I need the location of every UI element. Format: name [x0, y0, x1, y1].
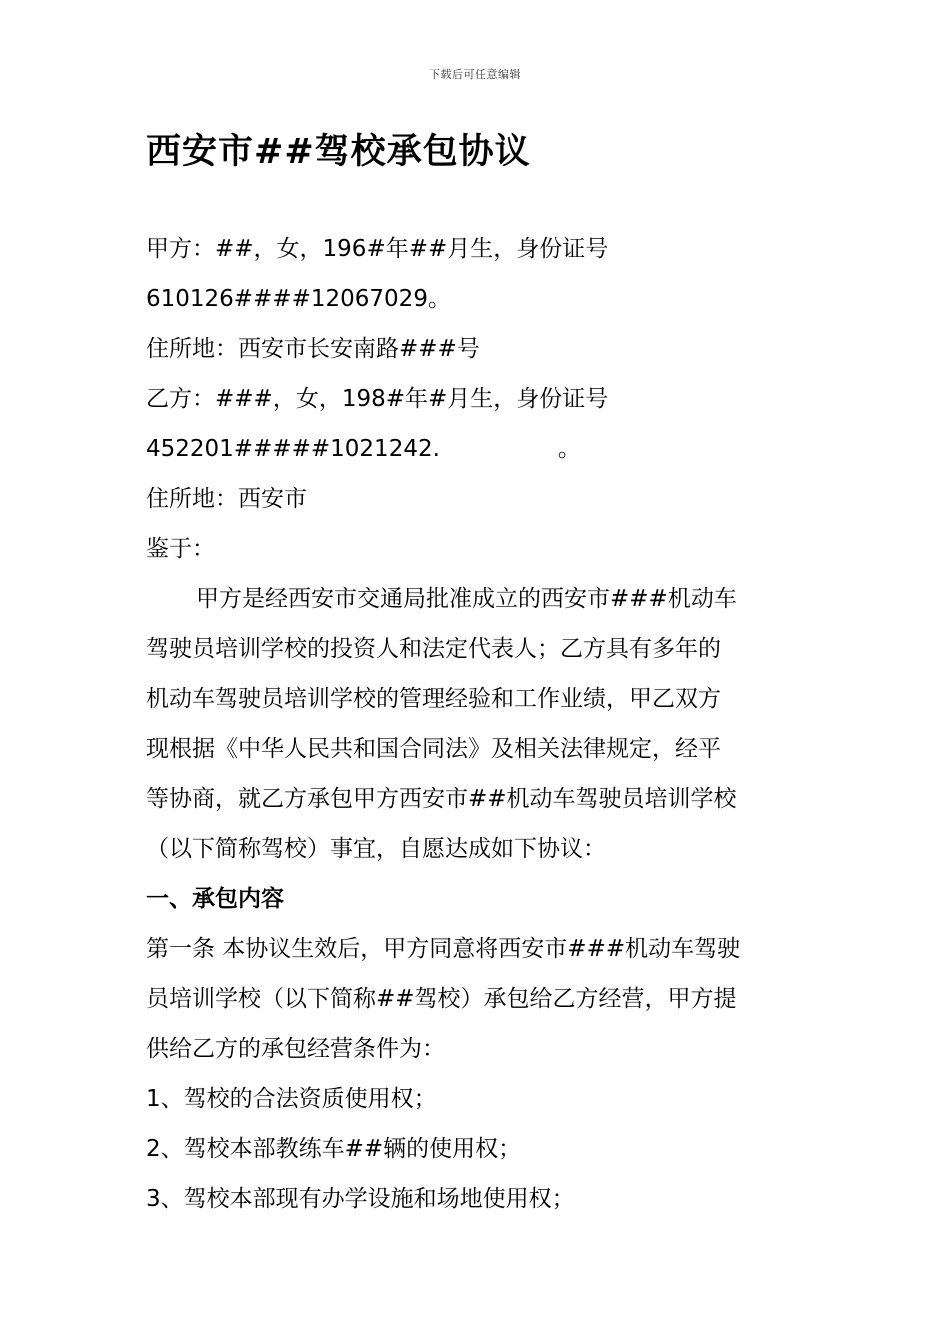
- document-body: [146, 224, 816, 1224]
- party-b-id-tail: 。: [557, 436, 581, 462]
- document-title: 西安市##驾校承包协议: [146, 132, 531, 172]
- party-b-id-row: [146, 424, 816, 474]
- article-line: 员培训学校（以下简称##驾校）承包给乙方经营，甲方提: [146, 986, 737, 1012]
- whereas-line: 机动车驾驶员培训学校的管理经验和工作业绩，甲乙双方: [146, 686, 721, 712]
- list-item: 1、驾校的合法资质使用权；: [146, 1086, 437, 1112]
- list-item: 2、驾校本部教练车##辆的使用权；: [146, 1136, 522, 1162]
- party-a-line: 甲方：##，女，196#年##月生，身份证号: [146, 236, 609, 262]
- whereas-line: 现根据《中华人民共和国合同法》及相关法律规定，经平: [146, 736, 721, 762]
- whereas-line: （以下简称驾校）事宜，自愿达成如下协议：: [146, 836, 606, 862]
- whereas-line: 甲方是经西安市交通局批准成立的西安市###机动车: [196, 586, 737, 612]
- party-b-id-number: 452201#####1021242.: [146, 436, 440, 462]
- list-item: 3、驾校本部现有办学设施和场地使用权；: [146, 1186, 575, 1212]
- article-line: 第一条 本协议生效后，甲方同意将西安市###机动车驾驶: [146, 936, 741, 962]
- whereas-label: 鉴于：: [146, 536, 215, 562]
- section-heading: 一、承包内容: [146, 886, 284, 912]
- whereas-line: 等协商，就乙方承包甲方西安市##机动车驾驶员培训学校: [146, 786, 737, 812]
- header-note: 下载后可任意编辑: [429, 68, 521, 81]
- whereas-line: 驾驶员培训学校的投资人和法定代表人；乙方具有多年的: [146, 636, 721, 662]
- party-a-address: 住所地：西安市长安南路###号: [146, 336, 480, 362]
- party-b-address: 住所地：西安市: [146, 486, 307, 512]
- article-line: 供给乙方的承包经营条件为：: [146, 1036, 445, 1062]
- party-b-line: 乙方：###，女，198#年#月生，身份证号: [146, 386, 609, 412]
- party-a-id-number: 610126####12067029。: [146, 286, 451, 312]
